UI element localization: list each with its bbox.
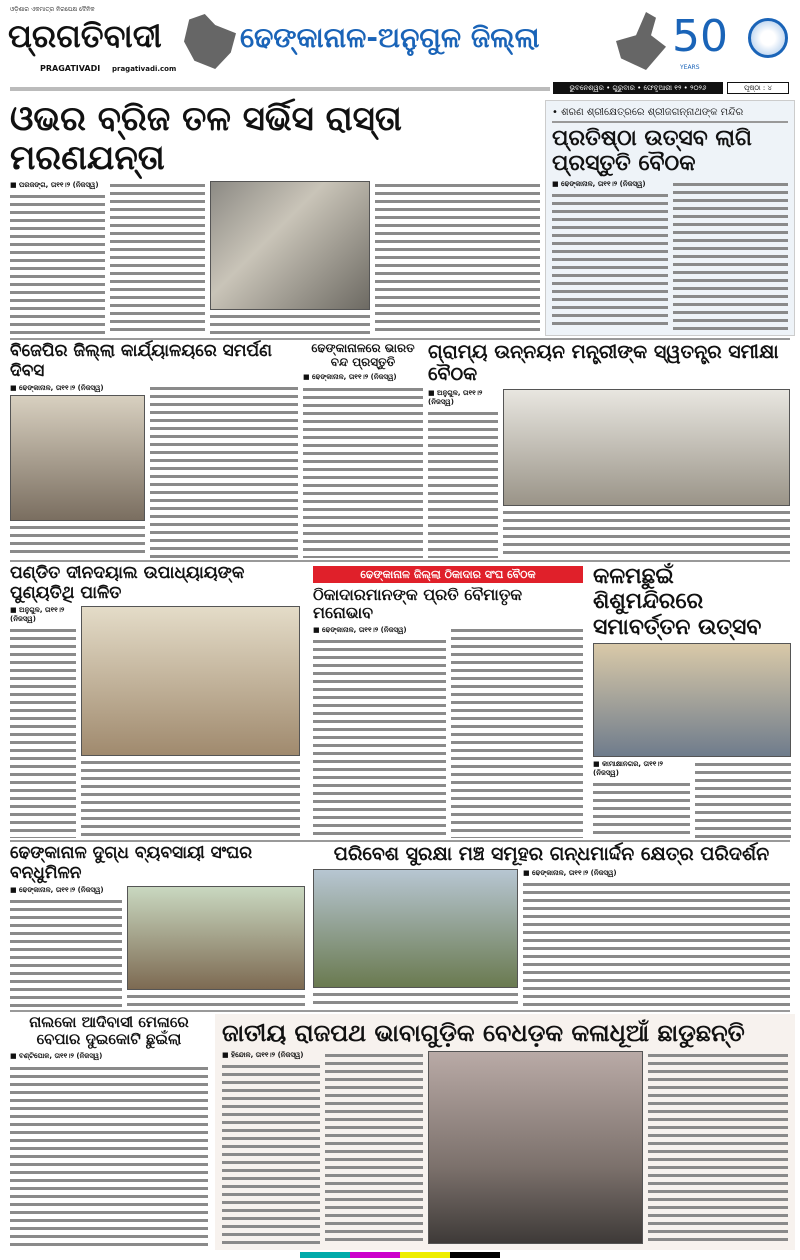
story-headline[interactable]: ଠିକାଦାରମାନଙ୍କ ପ୍ରତି ବୈମାତୃକ ମନୋଭାବ bbox=[313, 585, 523, 623]
dateline: ■ କାମାକ୍ଷାନଗର, ତା୧୧।୨ (ନିଜସ୍ୱ) bbox=[593, 760, 663, 777]
anniversary-seal-icon bbox=[748, 18, 788, 58]
story-headline[interactable]: ନାଲକୋ ଆଦିବାସୀ ମେଳାରେ ବେପାର ଦୁଇକୋଟି ଛୁଇଁଲା bbox=[29, 1013, 189, 1049]
district-map-left bbox=[184, 14, 236, 69]
divider bbox=[10, 840, 790, 842]
masthead-rule bbox=[10, 87, 550, 91]
story-body bbox=[10, 192, 105, 336]
website[interactable]: pragativadi.com bbox=[112, 65, 177, 73]
story-photo bbox=[210, 181, 370, 310]
story-body bbox=[503, 508, 790, 558]
story-7 bbox=[593, 564, 791, 838]
story-body bbox=[303, 385, 423, 558]
page-number: ପୃଷ୍ଠା : ୪ bbox=[727, 82, 789, 94]
story-body bbox=[552, 191, 668, 330]
story-kicker: • ଶରଣ ଶ୍ରୀକ୍ଷେତ୍ରରେ ଶ୍ରୀଜଗନ୍ନାଥଙ୍କ ମନ୍ଦିର bbox=[552, 106, 788, 123]
story-0 bbox=[10, 100, 540, 336]
story-box bbox=[545, 100, 795, 336]
dateline: ■ ବଣ୍ଟିପୋଳ, ତା୧୧।୨ (ନିଜସ୍ୱ) bbox=[10, 1051, 103, 1060]
story-body bbox=[673, 180, 789, 330]
story-photo bbox=[313, 869, 518, 988]
anniversary-number: 50 bbox=[672, 11, 728, 62]
story-headline[interactable]: ଢେଙ୍କାନାଳରେ ଭାରତ ବନ୍ଦ ପ୍ରସ୍ତୁତି bbox=[311, 341, 415, 369]
story-body bbox=[210, 312, 370, 336]
story-headline[interactable]: ପଣ୍ଡିତ ଦୀନଦୟାଲ ଉପାଧ୍ୟାୟଙ୍କ ପୁଣ୍ୟତିଥି ପାଳିତ bbox=[10, 563, 245, 603]
story-photo bbox=[428, 1051, 643, 1244]
story-body bbox=[428, 409, 498, 558]
story-8 bbox=[10, 844, 305, 1008]
story-headline[interactable]: ଗ୍ରାମ୍ୟ ଉନ୍ନୟନ ମନ୍ତ୍ରୀଙ୍କ ସ୍ୱତନ୍ତ୍ର ସମୀକ୍ଷା ବୈଠକ bbox=[428, 341, 779, 385]
dateline: ■ ଢେଙ୍କାନାଳ, ତା୧୧।୨ (ନିଜସ୍ୱ) bbox=[523, 868, 617, 877]
logo-english: PRAGATIVADI bbox=[40, 64, 101, 73]
story-headline[interactable]: ବିଜେପିର ଜିଲ୍ଲା କାର୍ଯ୍ୟାଳୟରେ ସମର୍ପଣ ଦିବସ bbox=[10, 341, 272, 381]
story-body bbox=[110, 181, 205, 336]
story-6 bbox=[313, 566, 583, 838]
dateline: ■ ଢେଙ୍କାନାଳ, ତା୧୧।୨ (ନିଜସ୍ୱ) bbox=[552, 179, 646, 188]
anniversary-label: YEARS bbox=[680, 64, 700, 71]
story-body bbox=[10, 1064, 208, 1251]
story-body bbox=[375, 181, 540, 336]
story-body bbox=[325, 1051, 423, 1244]
story-body bbox=[648, 1051, 788, 1244]
story-body bbox=[451, 626, 584, 838]
story-headline[interactable]: ପରିବେଶ ସୁରକ୍ଷା ମଞ୍ଚ ସମୂହର ଗନ୍ଧମାର୍ଦ୍ଦନ କ୍ଷେତ୍ର ପରିଦର୍ଶନ bbox=[333, 843, 770, 865]
story-headline[interactable]: ଜାତୀୟ ରାଜପଥ ଭାବାଗୁଡ଼ିକ ବେଧଡ଼କ କଳାଧୂଆଁ ଛାଡୁଛନ୍ତି bbox=[222, 1019, 745, 1047]
story-5 bbox=[10, 564, 300, 838]
story-headline[interactable]: ପ୍ରତିଷ୍ଠା ଉତ୍ସବ ଲାଗି ପ୍ରସ୍ତୁତି ବୈଠକ bbox=[552, 126, 752, 177]
dateline: ■ ଢେଙ୍କାନାଳ, ତା୧୧।୨ (ନିଜସ୍ୱ) bbox=[313, 625, 407, 634]
story-body bbox=[313, 990, 518, 1008]
tagline: ଓଡ଼ିଶାର ଏକମାତ୍ର ନିରପେକ୍ଷ ଦୈନିକ bbox=[10, 6, 95, 13]
story-4 bbox=[428, 342, 790, 558]
district-map-right bbox=[616, 12, 666, 70]
story-photo bbox=[10, 395, 145, 520]
dateline: ■ ଢେଙ୍କାନାଳ, ତା୧୧।୨ (ନିଜସ୍ୱ) bbox=[10, 384, 104, 393]
date-line: ଭୁବନେଶ୍ୱର • ଗୁରୁବାର • ଫେବୃଆରୀ ୧୨ • ୨୦୨୬ bbox=[553, 82, 723, 94]
story-body bbox=[150, 384, 298, 558]
story-2 bbox=[10, 342, 298, 558]
story-photo bbox=[593, 643, 791, 757]
print-registration-mark bbox=[300, 1252, 500, 1258]
story-photo bbox=[503, 389, 790, 506]
divider bbox=[10, 560, 790, 562]
story-headline[interactable]: ଢେଙ୍କାନାଳ ଦୁଗ୍ଧ ବ୍ୟବସାୟୀ ସଂଘର ବନ୍ଧୁମିଳନ bbox=[10, 843, 253, 883]
story-body bbox=[695, 760, 792, 838]
story-10 bbox=[10, 1014, 208, 1250]
story-body bbox=[222, 1062, 320, 1244]
dateline: ■ ପରଜଙ୍ଗ, ତା୧୧।୨ (ନିଜସ୍ୱ) bbox=[10, 181, 99, 190]
dateline: ■ ଅନୁଗୁଳ, ତା୧୧।୨ (ନିଜସ୍ୱ) bbox=[428, 388, 483, 406]
divider bbox=[10, 338, 790, 340]
story-photo bbox=[81, 606, 300, 756]
story-kicker: ଢେଙ୍କାନାଳ ଜିଲ୍ଲା ଠିକାଦାର ସଂଘ ବୈଠକ bbox=[313, 566, 583, 583]
story-body bbox=[81, 758, 300, 838]
story-box bbox=[215, 1014, 795, 1250]
story-body bbox=[10, 897, 122, 1008]
story-body bbox=[127, 992, 305, 1008]
dateline: ■ ହିନ୍ଦୋଳ, ତା୧୧।୨ (ନିଜସ୍ୱ) bbox=[222, 1050, 304, 1059]
dateline: ■ ଢେଙ୍କାନାଳ, ତା୧୧।୨ (ନିଜସ୍ୱ) bbox=[303, 372, 397, 381]
edition-title: ଢେଙ୍କାନାଳ-ଅନୁଗୁଳ ଜିଲ୍ଲା bbox=[240, 21, 540, 54]
dateline: ■ ଅନୁଗୁଳ, ତା୧୧।୨ (ନିଜସ୍ୱ) bbox=[10, 606, 65, 624]
story-body bbox=[523, 880, 790, 1008]
dateline: ■ ଢେଙ୍କାନାଳ, ତା୧୧।୨ (ନିଜସ୍ୱ) bbox=[10, 886, 104, 895]
divider bbox=[10, 1010, 790, 1012]
story-3 bbox=[303, 342, 423, 558]
story-body bbox=[593, 780, 690, 838]
story-photo bbox=[127, 886, 305, 990]
story-headline[interactable]: ଓଭର ବ୍ରିଜ ତଳ ସର୍ଭିସ ରାସ୍ତା ମରଣଯନ୍ତା bbox=[10, 99, 402, 179]
story-9 bbox=[313, 844, 790, 1008]
story-headline[interactable]: କଳମଛୁଇଁ ଶିଶୁମନ୍ଦିରରେ ସମାବର୍ତ୍ତନ ଉତ୍ସବ bbox=[593, 564, 762, 640]
story-body bbox=[10, 523, 145, 558]
story-body bbox=[10, 626, 76, 838]
story-body bbox=[313, 637, 446, 838]
newspaper-logo[interactable]: ପ୍ରଗତିବାଦୀ bbox=[8, 17, 162, 55]
